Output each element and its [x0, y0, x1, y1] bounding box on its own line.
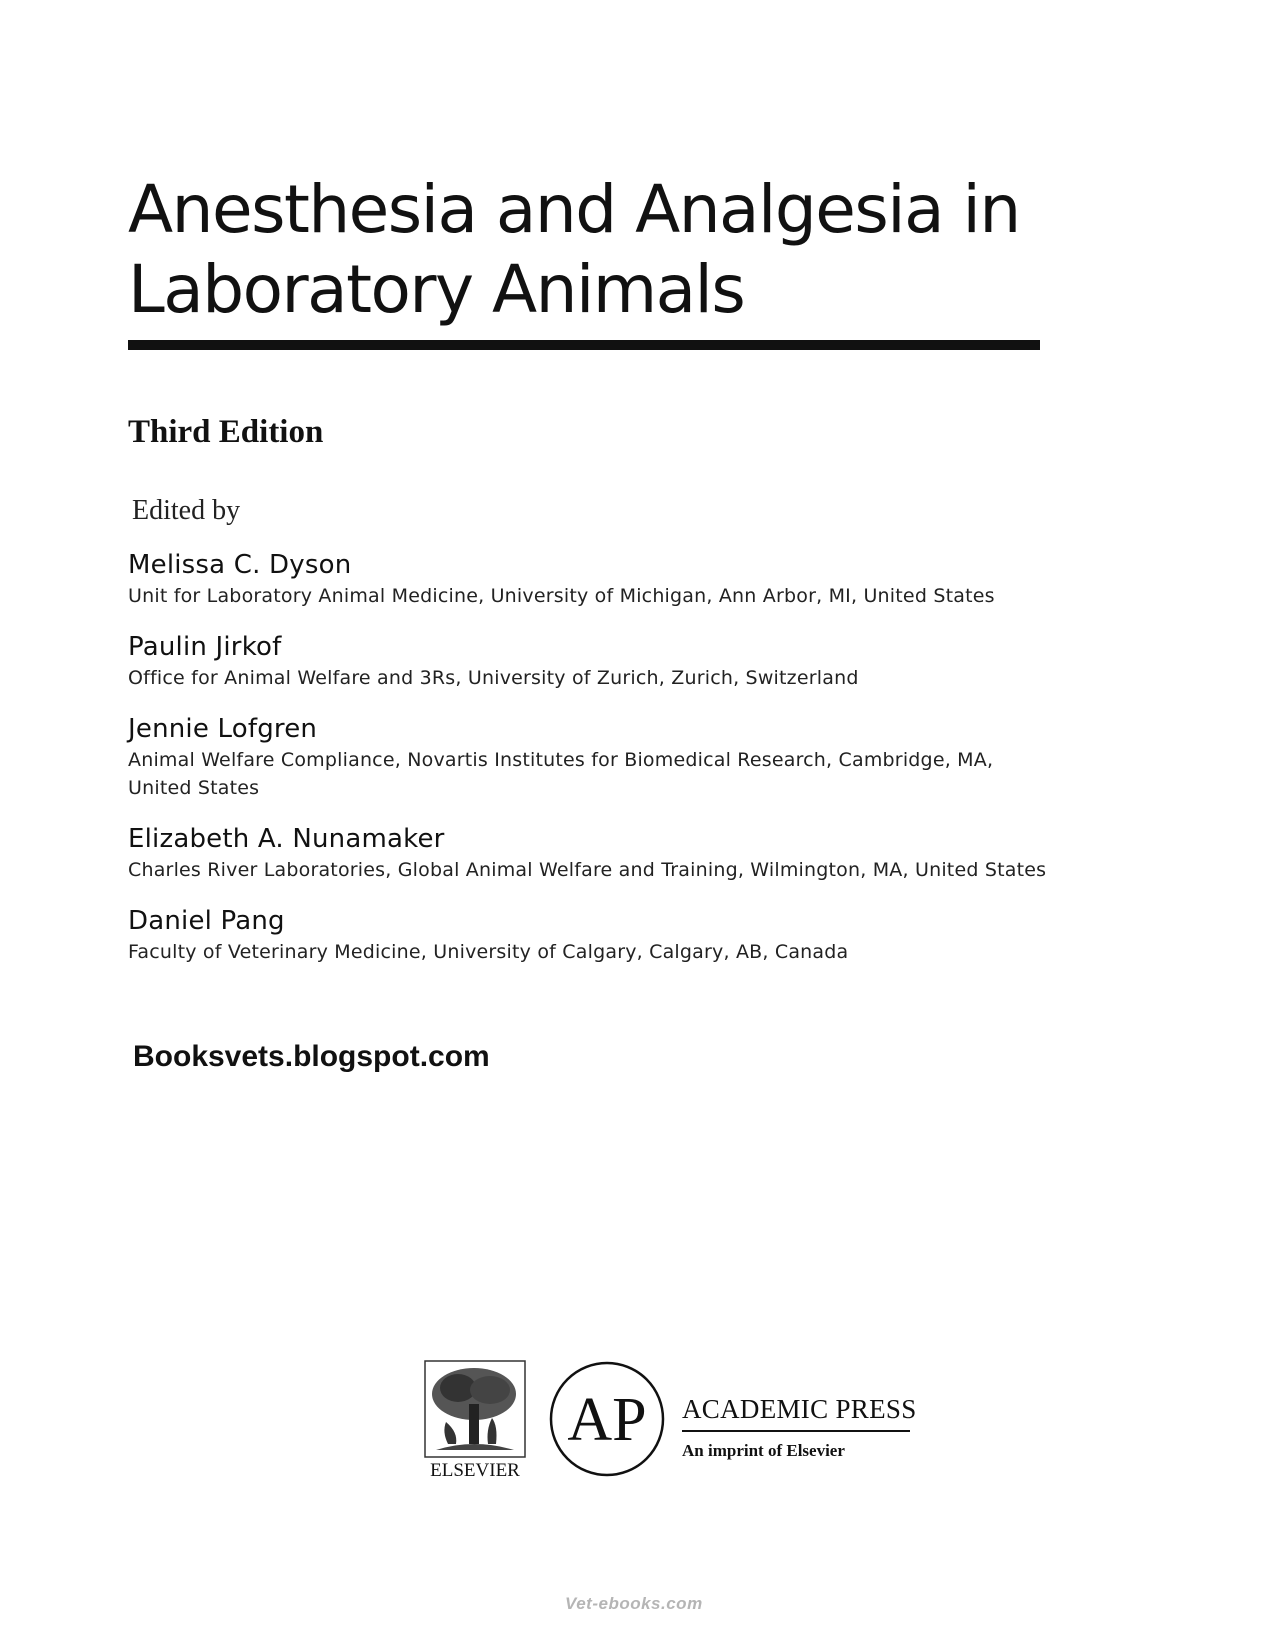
elsevier-logo: [420, 1360, 530, 1480]
editor-entry: [128, 630, 1128, 692]
editor-name: Paulin Jirkof: [128, 632, 282, 662]
editor-entry: [128, 548, 1128, 610]
editor-name: Daniel Pang: [128, 906, 285, 936]
affiliation-line: United States: [128, 777, 260, 799]
edited-by-label: Edited by: [132, 495, 241, 526]
title-divider: [128, 340, 1040, 350]
edition-label: Third Edition: [128, 414, 324, 450]
watermark: Vet-ebooks.com: [565, 1594, 703, 1613]
press-divider: [682, 1430, 910, 1432]
elsevier-wordmark: ELSEVIER: [430, 1460, 520, 1481]
editor-name: Melissa C. Dyson: [128, 550, 352, 580]
editor-list: [128, 548, 1128, 986]
elsevier-tree-icon: [424, 1360, 526, 1458]
press-tagline: An imprint of Elsevier: [682, 1441, 845, 1460]
editor-affiliation: [128, 856, 1128, 884]
book-title: [128, 170, 1108, 330]
editor-entry: [128, 712, 1128, 802]
academic-press-ap-icon: [548, 1360, 666, 1478]
affiliation-line: Charles River Laboratories, Global Animal Welfare and Training, Wilmington, MA, United States: [128, 859, 1047, 881]
website-label: Booksvets.blogspot.com: [133, 1040, 490, 1073]
press-name: ACADEMIC PRESS: [682, 1394, 917, 1424]
editor-affiliation: [128, 582, 1128, 610]
editor-name: Elizabeth A. Nunamaker: [128, 824, 445, 854]
book-title-line-1: Anesthesia and Analgesia in: [128, 171, 1020, 248]
affiliation-line: Office for Animal Welfare and 3Rs, University of Zurich, Zurich, Switzerland: [128, 667, 859, 689]
editor-affiliation: [128, 746, 1128, 802]
editor-entry: [128, 822, 1128, 884]
editor-name: Jennie Lofgren: [128, 714, 318, 744]
editor-entry: [128, 904, 1128, 966]
publisher-logos: [420, 1360, 940, 1500]
editor-affiliation: [128, 664, 1128, 692]
book-title-line-2: Laboratory Animals: [128, 251, 745, 328]
affiliation-line: Animal Welfare Compliance, Novartis Institutes for Biomedical Research, Cambridge, MA,: [128, 749, 994, 771]
affiliation-line: Faculty of Veterinary Medicine, University of Calgary, Calgary, AB, Canada: [128, 941, 849, 963]
affiliation-line: Unit for Laboratory Animal Medicine, University of Michigan, Ann Arbor, MI, United States: [128, 585, 995, 607]
editor-affiliation: [128, 938, 1128, 966]
ap-monogram: AP: [567, 1386, 647, 1454]
